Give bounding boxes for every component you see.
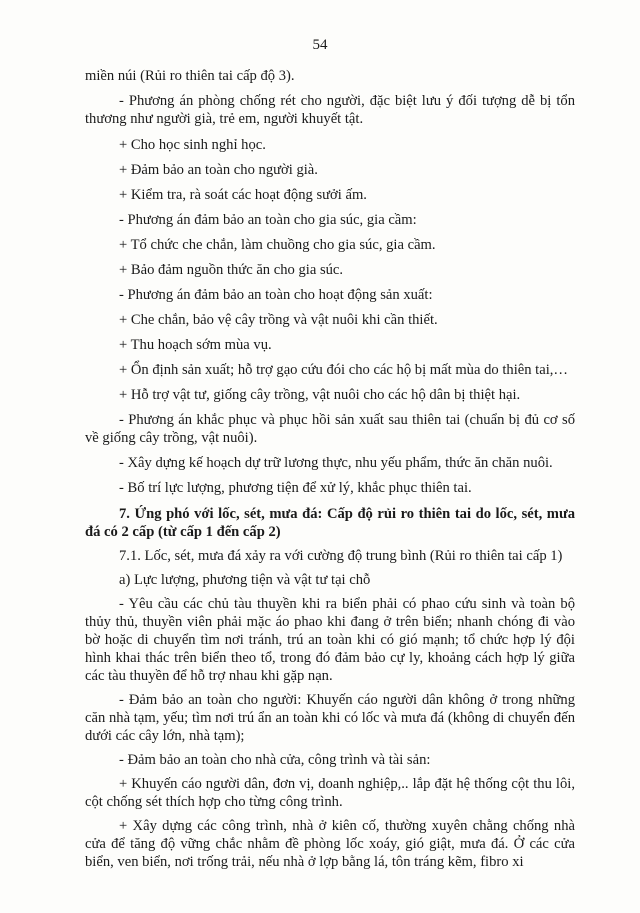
paragraph: - Đảm bảo an toàn cho người: Khuyến cáo người dân không ở trong những căn nhà tạm, yếu; tìm nơi trú ẩn an toàn khi có lốc và mưa đá (không di chuyển đến dưới các cây lớn, nhà tạm); [85, 692, 575, 744]
list-item: + Cho học sinh nghỉ học. [119, 137, 266, 153]
paragraph: - Bố trí lực lượng, phương tiện để xử lý, khắc phục thiên tai. [119, 480, 472, 496]
subsection-heading: a) Lực lượng, phương tiện và vật tư tại chỗ [119, 572, 371, 588]
paragraph: - Phương án khắc phục và phục hồi sản xuất sau thiên tai (chuẩn bị đủ cơ số về giống cây trồng, vật nuôi). [85, 412, 575, 446]
list-item: + Hỗ trợ vật tư, giống cây trồng, vật nuôi cho các hộ dân bị thiệt hại. [119, 387, 521, 403]
list-item: + Ổn định sản xuất; hỗ trợ gạo cứu đói cho các hộ bị mất mùa do thiên tai,… [119, 362, 569, 378]
paragraph: - Phương án phòng chống rét cho người, đặc biệt lưu ý đối tượng dễ bị tổn thương như người già, trẻ em, người khuyết tật. [85, 93, 575, 127]
list-item: + Khuyến cáo người dân, đơn vị, doanh nghiệp,.. lắp đặt hệ thống cột thu lôi, cột chống sét thích hợp cho từng công trình. [85, 776, 575, 810]
list-item: + Bảo đảm nguồn thức ăn cho gia súc. [119, 262, 344, 278]
list-item: + Tổ chức che chắn, làm chuồng cho gia súc, gia cầm. [119, 237, 436, 253]
paragraph: - Yêu cầu các chủ tàu thuyền khi ra biển phải có phao cứu sinh và toàn bộ thủy thủ, thuyền viên phải mặc áo phao khi đang ở trên biển; nhanh chóng đi vào bờ hoặc di chuyển tìm nơi tránh, trú an toàn khi có gió mạnh; tổ chức hợp lý đội hình khai thác trên biển theo tổ, trong đó đảm bảo cự ly, khoảng cách hợp lý giữa các tàu thuyền để hỗ trợ nhau khi gặp nạn. [85, 596, 575, 684]
subsection-heading: 7.1. Lốc, sét, mưa đá xảy ra với cường độ trung bình (Rủi ro thiên tai cấp 1) [119, 548, 563, 564]
paragraph: - Xây dựng kế hoạch dự trữ lương thực, nhu yếu phẩm, thức ăn chăn nuôi. [119, 455, 553, 471]
page-number: 54 [312, 37, 328, 53]
list-item: + Kiểm tra, rà soát các hoạt động sưởi ấm. [119, 187, 367, 203]
list-item: + Thu hoạch sớm mùa vụ. [119, 337, 272, 353]
paragraph: - Đảm bảo an toàn cho nhà cửa, công trình và tài sản: [119, 752, 431, 768]
paragraph: miền núi (Rủi ro thiên tai cấp độ 3). [85, 68, 295, 84]
paragraph: - Phương án đảm bảo an toàn cho gia súc, gia cầm: [119, 212, 417, 228]
page-body [85, 67, 575, 871]
list-item: + Che chắn, bảo vệ cây trồng và vật nuôi khi cần thiết. [119, 312, 438, 328]
list-item: + Đảm bảo an toàn cho người già. [119, 162, 318, 178]
list-item: + Xây dựng các công trình, nhà ở kiên cố, thường xuyên chằng chống nhà cửa để tăng độ vững chắc nhằm đề phòng lốc xoáy, gió giật, mưa đá. Ở các cửa biển, ven biển, nơi trống trải, nếu nhà ở lợp bằng lá, tôn tráng kẽm, fibro xi [85, 818, 575, 870]
section-heading: 7. Ứng phó với lốc, sét, mưa đá: Cấp độ rủi ro thiên tai do lốc, sét, mưa đá có 2 cấp (từ cấp 1 đến cấp 2) [85, 506, 575, 540]
paragraph: - Phương án đảm bảo an toàn cho hoạt động sản xuất: [119, 287, 433, 303]
